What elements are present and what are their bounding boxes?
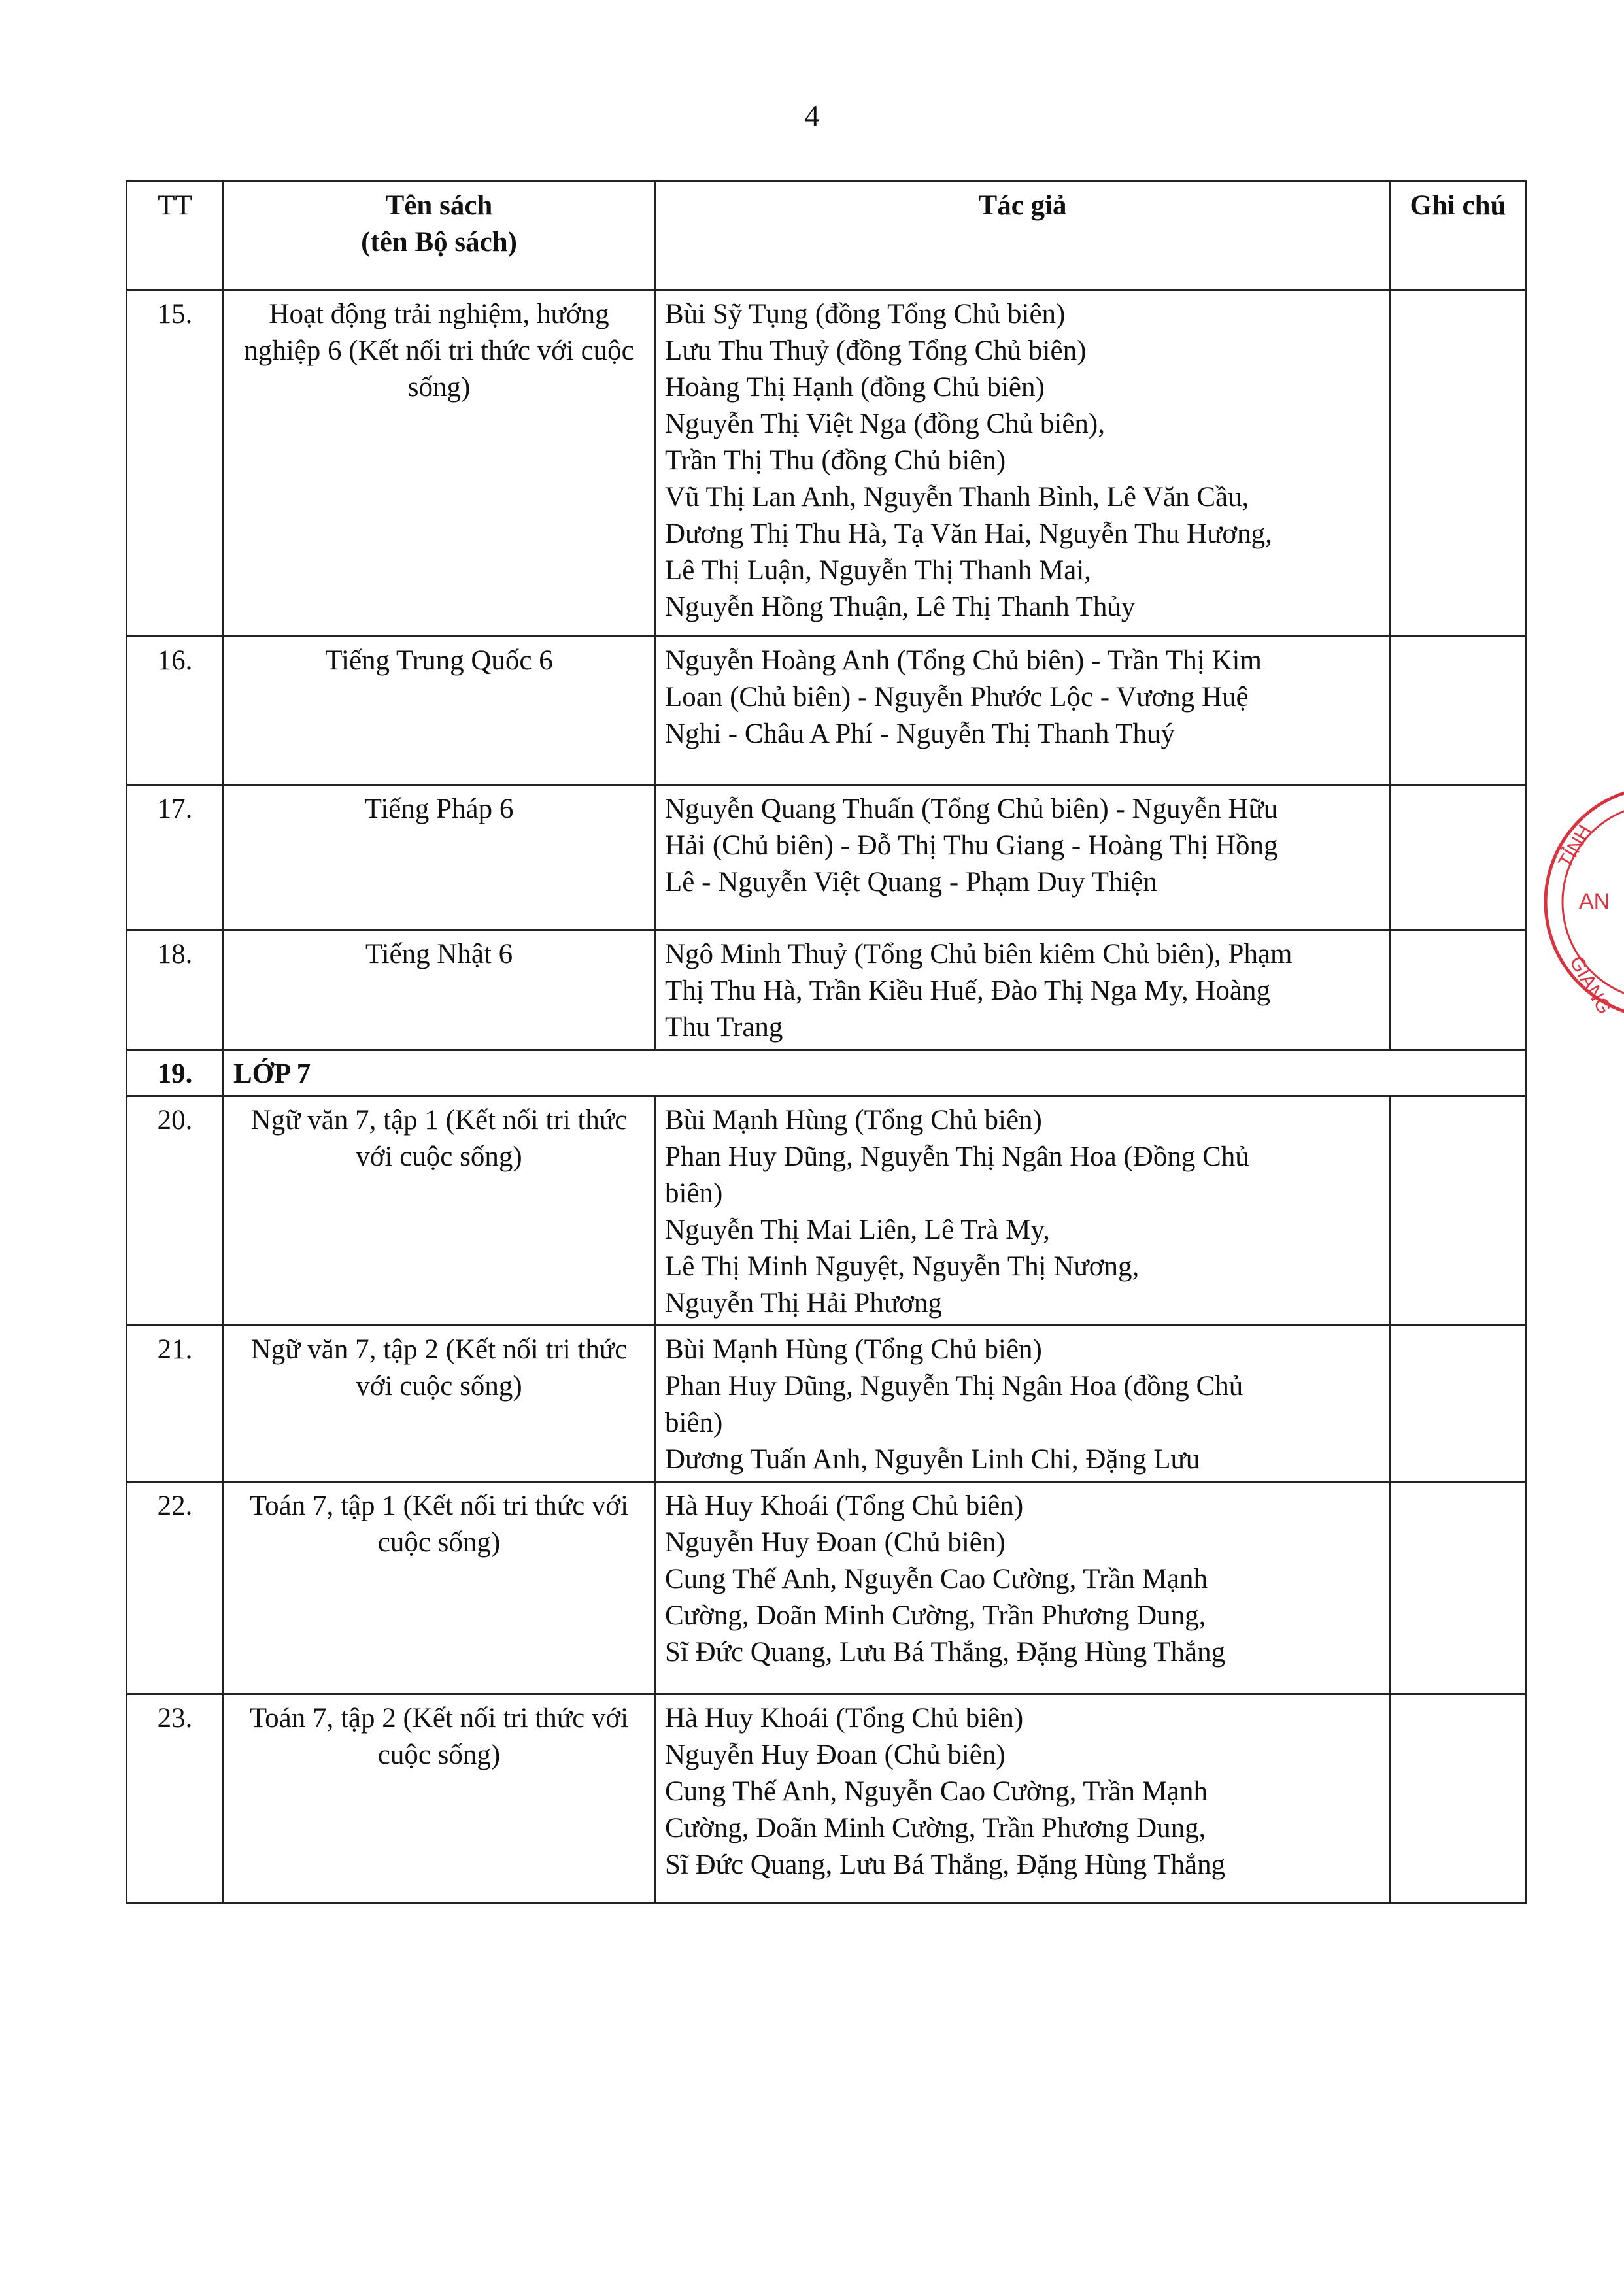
row-tt: 22. <box>127 1482 224 1694</box>
row-tt: 15. <box>127 290 224 637</box>
table-row <box>127 290 1526 637</box>
author-line: Loan (Chủ biên) - Nguyễn Phước Lộc - Vương Huệ <box>665 682 1249 713</box>
author-line: Sĩ Đức Quang, Lưu Bá Thắng, Đặng Hùng Thắng <box>665 1637 1226 1668</box>
row-book-name: Tiếng Pháp 6 <box>224 785 655 930</box>
author-line: Cung Thế Anh, Nguyễn Cao Cường, Trần Mạnh <box>665 1564 1208 1594</box>
svg-text:TỈNH: TỈNH <box>1554 821 1597 872</box>
page-number: 4 <box>804 99 820 132</box>
author-line: biên) <box>665 1407 723 1438</box>
section-tt: 19. <box>127 1050 224 1096</box>
header-book-name-line1: Tên sách <box>385 190 493 221</box>
table-row <box>127 785 1526 930</box>
section-grade-7 <box>127 1050 1526 1096</box>
author-line: Thu Trang <box>665 1012 783 1043</box>
author-line: Nguyễn Hoàng Anh (Tổng Chủ biên) - Trần Thị Kim <box>665 645 1262 676</box>
author-line: Hải (Chủ biên) - Đỗ Thị Thu Giang - Hoàng Thị Hồng <box>665 830 1278 861</box>
author-line: Phan Huy Dũng, Nguyễn Thị Ngân Hoa (đồng Chủ <box>665 1371 1243 1402</box>
textbook-table <box>126 180 1527 1904</box>
author-line: Nguyễn Huy Đoan (Chủ biên) <box>665 1527 1006 1558</box>
row-note <box>1391 1694 1526 1904</box>
header-tt: TT <box>127 182 224 290</box>
author-line: Dương Thị Thu Hà, Tạ Văn Hai, Nguyễn Thu Hương, <box>665 518 1272 549</box>
author-line: Trần Thị Thu (đồng Chủ biên) <box>665 445 1006 476</box>
author-line: biên) <box>665 1178 723 1209</box>
author-line: Thị Thu Hà, Trần Kiều Huế, Đào Thị Nga My, Hoàng <box>665 975 1270 1006</box>
row-authors <box>655 290 1391 637</box>
author-line: Dương Tuấn Anh, Nguyễn Linh Chi, Đặng Lưu <box>665 1444 1200 1475</box>
rows-grade-7 <box>127 1096 1526 1904</box>
table-row <box>127 1326 1526 1482</box>
header-author: Tác giả <box>655 182 1391 290</box>
row-book-name: Toán 7, tập 2 (Kết nối tri thức với cuộc sống) <box>224 1694 655 1904</box>
row-tt: 23. <box>127 1694 224 1904</box>
row-tt: 16. <box>127 637 224 785</box>
row-authors <box>655 785 1391 930</box>
row-tt: 18. <box>127 930 224 1050</box>
author-line: Sĩ Đức Quang, Lưu Bá Thắng, Đặng Hùng Thắng <box>665 1849 1226 1880</box>
row-book-name: Tiếng Nhật 6 <box>224 930 655 1050</box>
author-line: Ngô Minh Thuỷ (Tổng Chủ biên kiêm Chủ biên), Phạm <box>665 939 1293 969</box>
section-label: LỚP 7 <box>224 1050 1526 1096</box>
author-line: Hoàng Thị Hạnh (đồng Chủ biên) <box>665 372 1045 403</box>
author-line: Hà Huy Khoái (Tổng Chủ biên) <box>665 1703 1024 1734</box>
row-authors <box>655 930 1391 1050</box>
author-line: Hà Huy Khoái (Tổng Chủ biên) <box>665 1490 1024 1521</box>
row-note <box>1391 930 1526 1050</box>
header-book-name <box>224 182 655 290</box>
author-line: Lưu Thu Thuỷ (đồng Tổng Chủ biên) <box>665 335 1087 366</box>
row-tt: 21. <box>127 1326 224 1482</box>
author-line: Phan Huy Dũng, Nguyễn Thị Ngân Hoa (Đồng Chủ <box>665 1141 1249 1172</box>
author-line: Lê Thị Minh Nguyệt, Nguyễn Thị Nương, <box>665 1251 1140 1282</box>
author-line: Nguyễn Thị Mai Liên, Lê Trà My, <box>665 1215 1050 1245</box>
svg-text:AN: AN <box>1579 889 1610 914</box>
row-note <box>1391 290 1526 637</box>
row-note <box>1391 785 1526 930</box>
row-book-name: Tiếng Trung Quốc 6 <box>224 637 655 785</box>
row-book-name: Toán 7, tập 1 (Kết nối tri thức với cuộc sống) <box>224 1482 655 1694</box>
row-authors <box>655 1096 1391 1326</box>
author-line: Cường, Doãn Minh Cường, Trần Phương Dung, <box>665 1813 1206 1843</box>
author-line: Nghi - Châu A Phí - Nguyễn Thị Thanh Thuý <box>665 718 1175 749</box>
author-line: Nguyễn Thị Hải Phương <box>665 1288 942 1319</box>
table-row <box>127 637 1526 785</box>
row-note <box>1391 1096 1526 1326</box>
header-note: Ghi chú <box>1391 182 1526 290</box>
author-line: Cung Thế Anh, Nguyễn Cao Cường, Trần Mạnh <box>665 1776 1208 1807</box>
author-line: Nguyễn Huy Đoan (Chủ biên) <box>665 1740 1006 1770</box>
author-line: Lê - Nguyễn Việt Quang - Phạm Duy Thiện <box>665 867 1157 898</box>
table-row <box>127 1482 1526 1694</box>
table-row <box>127 1694 1526 1904</box>
author-line: Nguyễn Quang Thuấn (Tổng Chủ biên) - Nguyễn Hữu <box>665 794 1278 824</box>
svg-text:GIANG: GIANG <box>1565 952 1616 1018</box>
header-book-name-line2: (tên Bộ sách) <box>361 227 517 258</box>
rows-grade-6 <box>127 290 1526 1050</box>
author-line: Bùi Mạnh Hùng (Tổng Chủ biên) <box>665 1105 1042 1136</box>
row-authors <box>655 1482 1391 1694</box>
row-tt: 17. <box>127 785 224 930</box>
row-authors <box>655 1694 1391 1904</box>
table-row <box>127 1096 1526 1326</box>
author-line: Bùi Sỹ Tụng (đồng Tổng Chủ biên) <box>665 299 1066 329</box>
row-book-name: Hoạt động trải nghiệm, hướng nghiệp 6 (Kết nối tri thức với cuộc sống) <box>224 290 655 637</box>
author-line: Nguyễn Thị Việt Nga (đồng Chủ biên), <box>665 409 1105 439</box>
section-row <box>127 1050 1526 1096</box>
official-seal-stamp <box>1530 771 1624 1033</box>
author-line: Nguyễn Hồng Thuận, Lê Thị Thanh Thủy <box>665 592 1136 622</box>
author-line: Cường, Doãn Minh Cường, Trần Phương Dung, <box>665 1600 1206 1631</box>
table-header-row <box>127 182 1526 290</box>
author-line: Lê Thị Luận, Nguyễn Thị Thanh Mai, <box>665 555 1092 586</box>
row-authors <box>655 637 1391 785</box>
row-book-name: Ngữ văn 7, tập 2 (Kết nối tri thức với cuộc sống) <box>224 1326 655 1482</box>
row-note <box>1391 1326 1526 1482</box>
row-note <box>1391 637 1526 785</box>
author-line: Bùi Mạnh Hùng (Tổng Chủ biên) <box>665 1334 1042 1365</box>
table-row <box>127 930 1526 1050</box>
row-book-name: Ngữ văn 7, tập 1 (Kết nối tri thức với cuộc sống) <box>224 1096 655 1326</box>
author-line: Vũ Thị Lan Anh, Nguyễn Thanh Bình, Lê Văn Cầu, <box>665 482 1249 513</box>
row-note <box>1391 1482 1526 1694</box>
row-tt: 20. <box>127 1096 224 1326</box>
row-authors <box>655 1326 1391 1482</box>
